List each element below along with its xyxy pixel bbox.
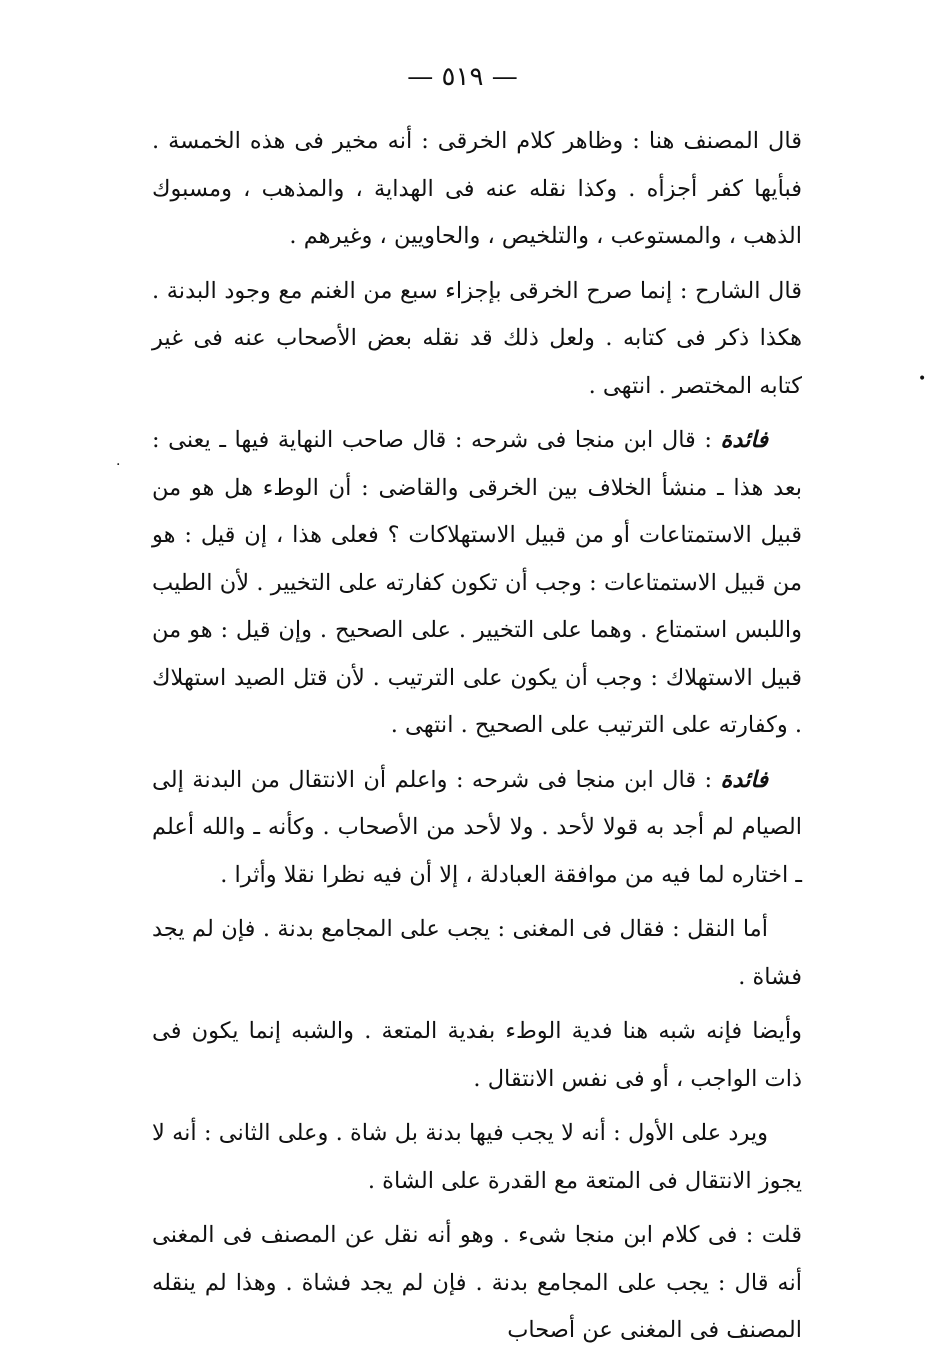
paragraph-lead-word: فائدة (720, 427, 768, 453)
paragraph (152, 1008, 802, 1103)
paragraph (152, 417, 802, 750)
paragraph (152, 268, 802, 411)
paragraph-text: : قال ابن منجا فى شرحه : واعلم أن الانتقال من البدنة إلى الصيام لم أجد به قولا لأحد . ولا لأحد من الأصحاب . وكأنه ـ والله أعلم ـ اختاره لما فيه من موافقة العبادلة ، إلا أن فيه نظرا نقلا وأثرا . (152, 766, 802, 888)
paragraph (152, 1212, 802, 1355)
paragraph-text: أما النقل : فقال فى المغنى : يجب على المجامع بدنة . فإن لم يجد فشاة . (152, 916, 802, 990)
paragraph (152, 1110, 802, 1205)
margin-dot-mark: · (116, 457, 121, 473)
margin-dot-mark: • (918, 371, 926, 387)
paragraph-text: قال الشارح : إنما صرح الخرقى بإجزاء سبع من الغنم مع وجود البدنة . هكذا ذكر فى كتابه . ولعل ذلك قد نقله بعض الأصحاب عنه فى غير كتابه المختصر . انتهى . (152, 277, 802, 399)
paragraph-text: : قال ابن منجا فى شرحه : قال صاحب النهاية فيها ـ يعنى : بعد هذا ـ منشأ الخلاف بين الخرقى والقاضى : أن الوطء هل هو من قبيل الاستمتاعات أو من قبيل الاستهلاكات ؟ فعلى هذا ، إن قيل : هو من قبيل الاستمتاعات : وجب أن تكون كفارته على التخيير . لأن الطيب واللبس استمتاع . وهما على التخيير . على الصحيح . وإن قيل : هو من قبيل الاستهلاك : وجب أن يكون على الترتيب . لأن قتل الصيد استهلاك . وكفارته على الترتيب على الصحيح . انتهى . (152, 427, 802, 738)
page-number: — ٥١٩ — (407, 62, 518, 92)
body-text (152, 118, 802, 1362)
paragraph-text: قلت : فى كلام ابن منجا شىء . وهو أنه نقل عن المصنف فى المغنى أنه قال : يجب على المجامع بدنة . فإن لم يجد فشاة . وهذا لم ينقله المصنف فى المغنى عن أصحاب (152, 1222, 802, 1343)
paragraph (152, 118, 802, 261)
paragraph (152, 757, 802, 900)
paragraph-text: وأيضا فإنه شبه هنا فدية الوطء بفدية المتعة . والشبه إنما يكون فى ذات الواجب ، أو فى نفس الانتقال . (152, 1018, 802, 1092)
paragraph (152, 906, 802, 1001)
paragraph-lead-word: فائدة (720, 766, 768, 793)
paragraph-text: قال المصنف هنا : وظاهر كلام الخرقى : أنه مخير فى هذه الخمسة . فبأيها كفر أجزأه . وكذا نقله عنه فى الهداية ، والمذهب ، ومسبوك الذهب ، والمستوعب ، والتلخيص ، والحاويين ، وغيرهم . (152, 128, 802, 249)
paragraph-text: ويرد على الأول : أنه لا يجب فيها بدنة بل شاة . وعلى الثانى : أنه لا يجوز الانتقال فى المتعة مع القدرة على الشاة . (152, 1120, 802, 1194)
